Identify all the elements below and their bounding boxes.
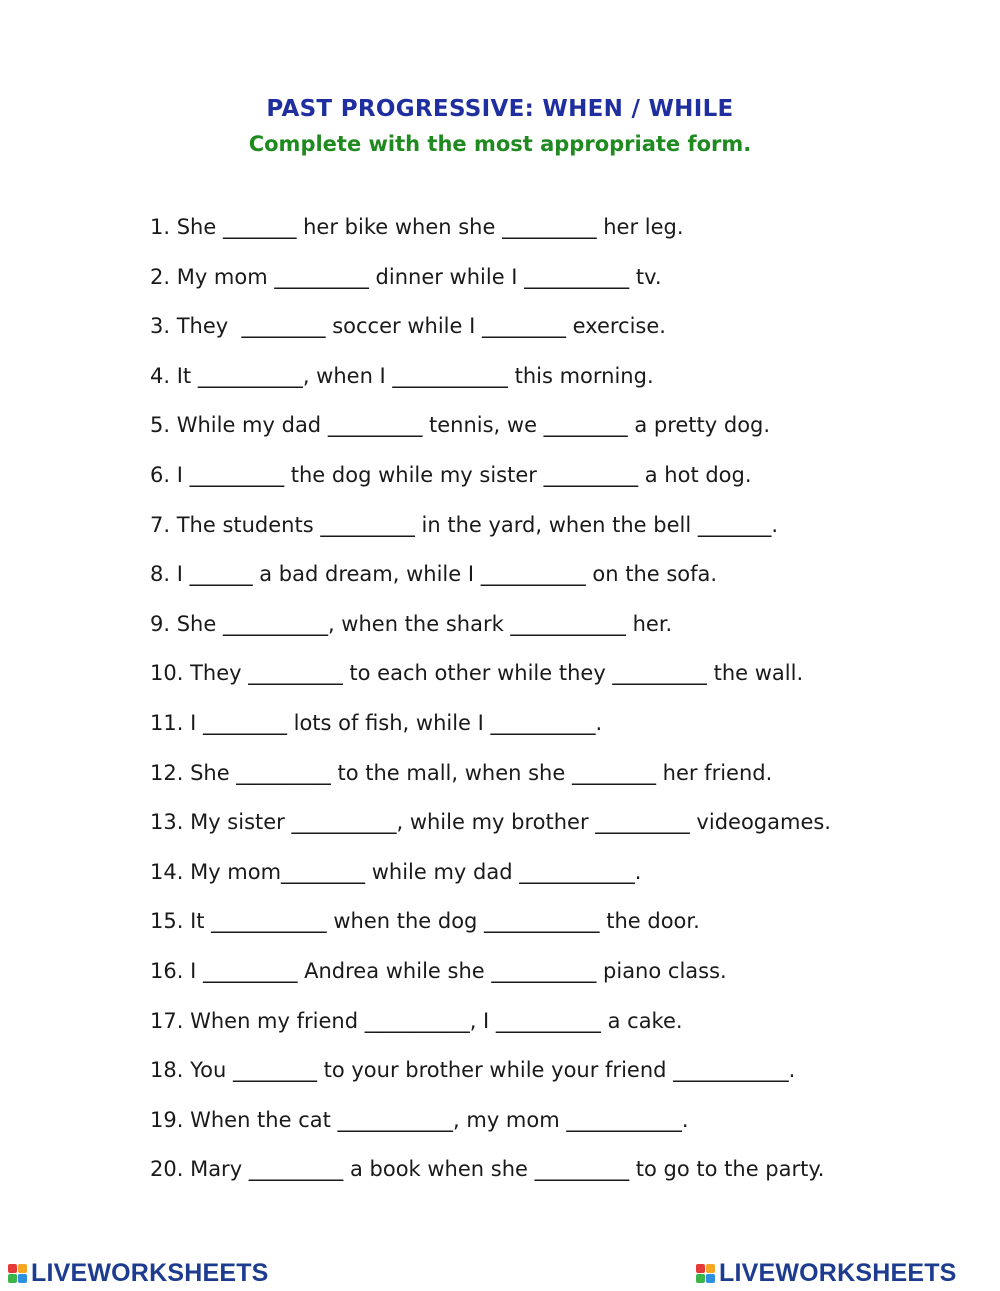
exercise-item: 14. My mom________ while my dad ___________. [150, 859, 642, 884]
footer-logo-left[interactable] [8, 1258, 269, 1288]
exercise-item: 17. When my friend __________, I __________ a cake. [150, 1008, 683, 1033]
exercise-item: 18. You ________ to your brother while your friend ___________. [150, 1058, 796, 1083]
exercise-list [150, 210, 970, 1202]
exercise-item: 5. While my dad _________ tennis, we ________ a pretty dog. [150, 413, 771, 438]
exercise-item: 7. The students _________ in the yard, when the bell _______. [150, 512, 779, 537]
exercise-item: 3. They ________ soccer while I ________ exercise. [150, 314, 666, 339]
logo-text: LIVEWORKSHEETS [719, 1258, 957, 1287]
logo-square-orange [706, 1264, 715, 1273]
liveworksheets-logo-icon [696, 1264, 715, 1283]
logo-square-orange [18, 1264, 27, 1273]
exercise-item: 13. My sister __________, while my brother _________ videogames. [150, 810, 831, 835]
exercise-item: 2. My mom _________ dinner while I __________ tv. [150, 264, 662, 289]
exercise-item: 8. I ______ a bad dream, while I __________ on the sofa. [150, 562, 718, 587]
exercise-item: 10. They _________ to each other while they _________ the wall. [150, 661, 804, 686]
exercise-item: 6. I _________ the dog while my sister _________ a hot dog. [150, 462, 752, 487]
logo-square-blue [18, 1274, 27, 1283]
logo-square-red [8, 1264, 17, 1273]
exercise-item: 19. When the cat ___________, my mom ___________. [150, 1107, 689, 1132]
logo-square-green [696, 1274, 705, 1283]
exercise-item: 11. I ________ lots of fish, while I __________. [150, 710, 603, 735]
logo-square-green [8, 1274, 17, 1283]
page-title: PAST PROGRESSIVE: WHEN / WHILE [266, 96, 734, 122]
footer-logo-right[interactable] [696, 1258, 957, 1288]
exercise-item: 20. Mary _________ a book when she _________ to go to the party. [150, 1157, 825, 1182]
exercise-item: 9. She __________, when the shark ___________ her. [150, 611, 673, 636]
exercise-item: 15. It ___________ when the dog ___________ the door. [150, 909, 700, 934]
logo-square-red [696, 1264, 705, 1273]
exercise-item: 4. It __________, when I ___________ this morning. [150, 363, 654, 388]
exercise-item: 12. She _________ to the mall, when she ________ her friend. [150, 760, 773, 785]
exercise-item: 16. I _________ Andrea while she __________ piano class. [150, 958, 727, 983]
exercise-item: 1. She _______ her bike when she _________ her leg. [150, 215, 684, 239]
logo-text: LIVEWORKSHEETS [31, 1258, 269, 1287]
logo-square-blue [706, 1274, 715, 1283]
instructions: Complete with the most appropriate form. [248, 132, 752, 156]
liveworksheets-logo-icon [8, 1264, 27, 1283]
